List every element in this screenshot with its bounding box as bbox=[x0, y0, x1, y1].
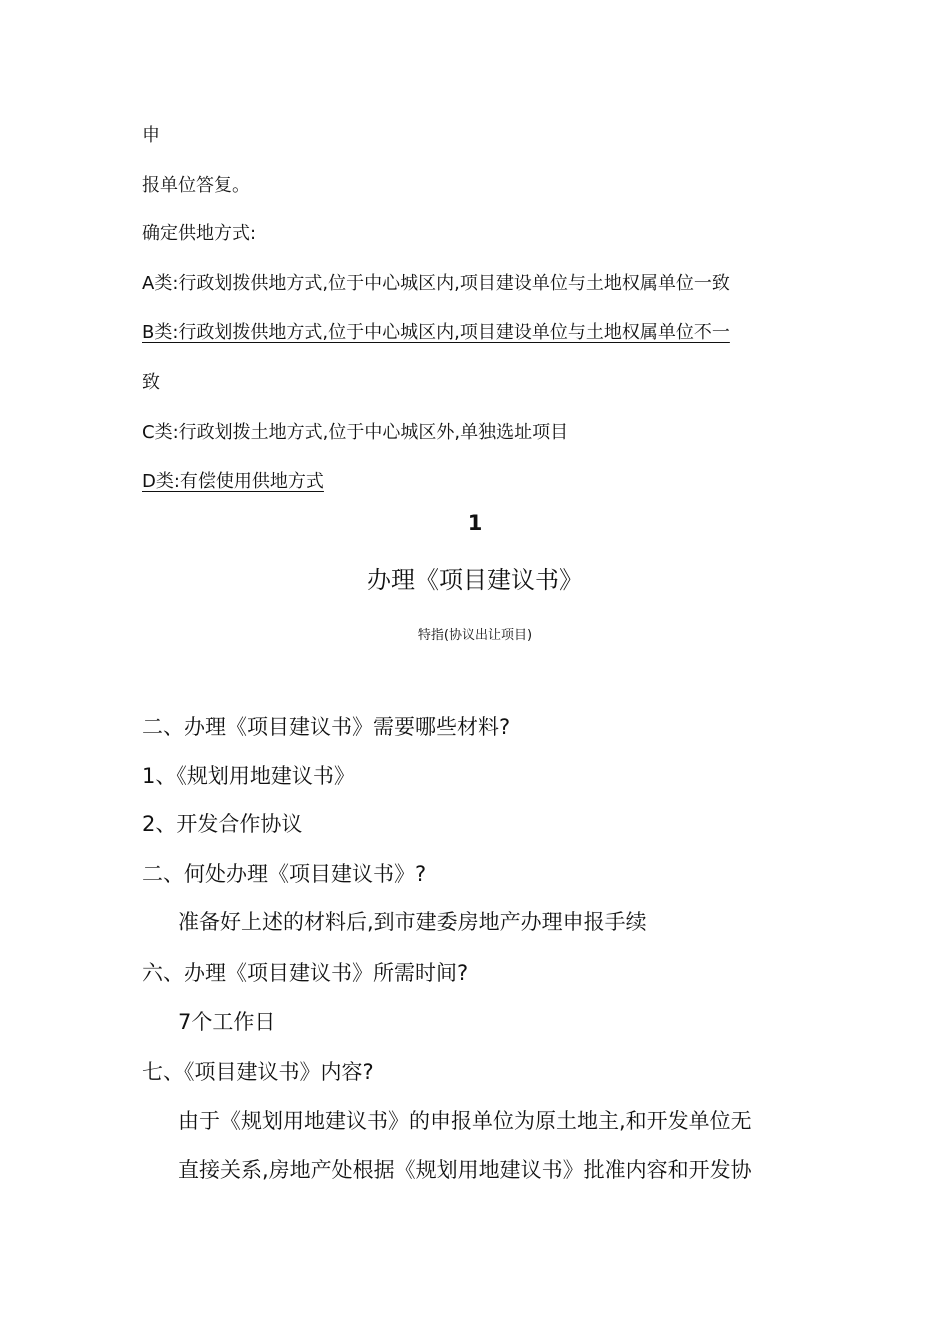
answer-time: 7个工作日 bbox=[178, 1010, 276, 1034]
answer-content-line-2: 直接关系,房地产处根据《规划用地建议书》批准内容和开发协 bbox=[178, 1158, 752, 1182]
material-item-1: 1、《规划用地建议书》 bbox=[142, 764, 355, 788]
question-content: 七、《项目建议书》内容? bbox=[142, 1060, 374, 1084]
section-note: 特指(协议出让项目) bbox=[417, 628, 533, 643]
supply-type-d: D类:有偿使用供地方式 bbox=[142, 471, 324, 492]
answer-content-line-1: 由于《规划用地建议书》的申报单位为原土地主,和开发单位无 bbox=[178, 1109, 752, 1133]
supply-type-c: C类:行政划拨土地方式,位于中心城区外,单独选址项目 bbox=[142, 422, 569, 443]
answer-where: 准备好上述的材料后,到市建委房地产办理申报手续 bbox=[178, 910, 647, 934]
question-materials: 二、办理《项目建议书》需要哪些材料? bbox=[142, 715, 511, 739]
intro-line-1: 申 bbox=[142, 125, 160, 146]
supply-type-a: A类:行政划拨供地方式,位于中心城区内,项目建设单位与土地权属单位一致 bbox=[142, 273, 730, 294]
intro-line-2: 报单位答复。 bbox=[142, 175, 250, 196]
supply-method-heading: 确定供地方式: bbox=[142, 223, 257, 244]
supply-type-b: B类:行政划拨供地方式,位于中心城区内,项目建设单位与土地权属单位不一 bbox=[142, 322, 730, 343]
question-where: 二、何处办理《项目建议书》? bbox=[142, 862, 427, 886]
section-number: 1 bbox=[467, 511, 483, 535]
supply-type-b-continued: 致 bbox=[142, 372, 160, 393]
section-title: 办理《项目建议书》 bbox=[367, 566, 583, 594]
question-time: 六、办理《项目建议书》所需时间? bbox=[142, 961, 469, 985]
material-item-2: 2、开发合作协议 bbox=[142, 812, 303, 836]
